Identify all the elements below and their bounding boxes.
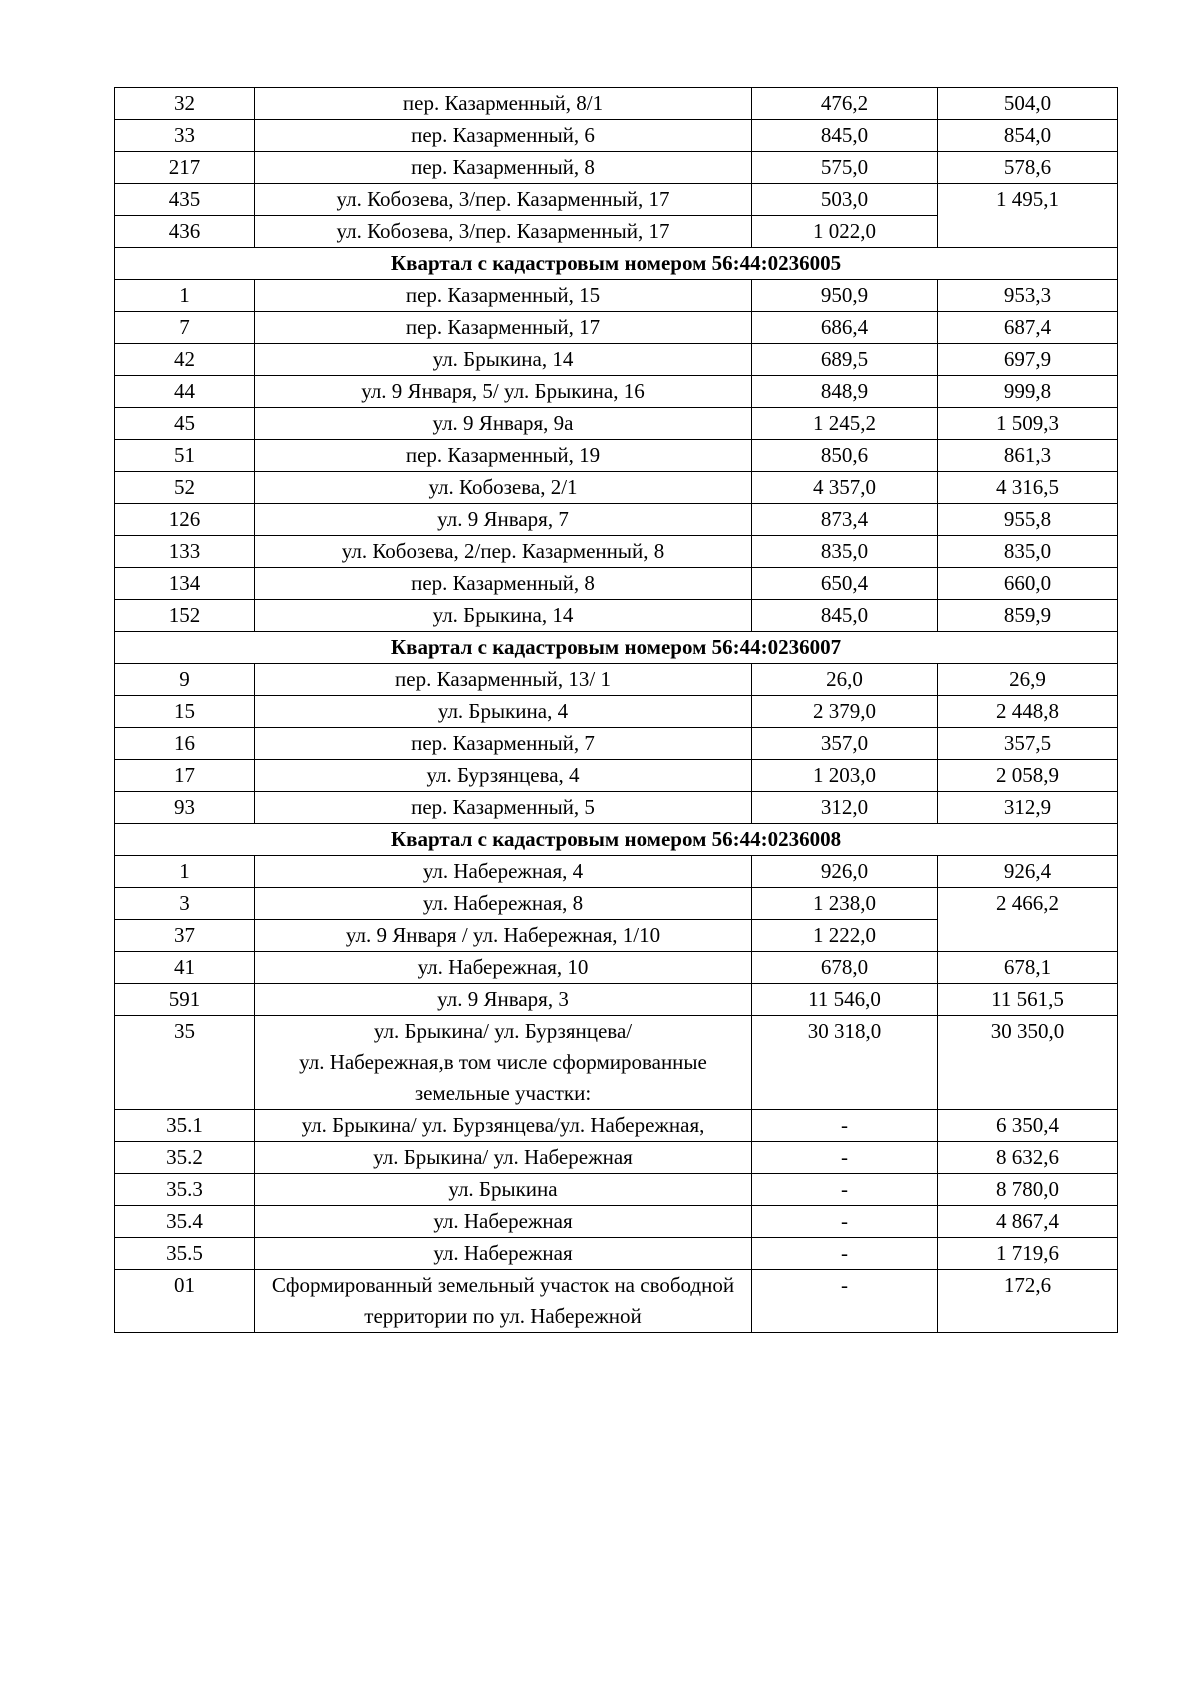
- area-before-cell: 835,0: [752, 536, 938, 568]
- address-cell: ул. 9 Января, 5/ ул. Брыкина, 16: [255, 376, 752, 408]
- area-before-cell: 850,6: [752, 440, 938, 472]
- plot-number-cell: 32: [115, 88, 255, 120]
- address-cell: ул. Набережная: [255, 1206, 752, 1238]
- area-before-cell: 686,4: [752, 312, 938, 344]
- address-cell: ул. Набережная, 10: [255, 952, 752, 984]
- area-before-cell: -: [752, 1206, 938, 1238]
- area-before-cell: -: [752, 1110, 938, 1142]
- plot-number-cell: 16: [115, 728, 255, 760]
- plot-number-cell: 33: [115, 120, 255, 152]
- area-before-cell: 575,0: [752, 152, 938, 184]
- area-before-cell: 873,4: [752, 504, 938, 536]
- quarter-header-row: [115, 632, 1118, 664]
- area-after-cell: 861,3: [938, 440, 1118, 472]
- area-after-cell: 859,9: [938, 600, 1118, 632]
- plot-number-cell: 35: [115, 1016, 255, 1110]
- table-row: [115, 984, 1118, 1016]
- address-cell: Сформированный земельный участок на свободной территории по ул. Набережной: [255, 1270, 752, 1333]
- plot-number-cell: 435: [115, 184, 255, 216]
- plot-number-cell: 217: [115, 152, 255, 184]
- plot-number-cell: 45: [115, 408, 255, 440]
- plot-number-cell: 134: [115, 568, 255, 600]
- area-after-cell: 854,0: [938, 120, 1118, 152]
- plot-number-cell: 436: [115, 216, 255, 248]
- address-cell: ул. 9 Января, 7: [255, 504, 752, 536]
- table-row: [115, 152, 1118, 184]
- area-after-cell: 999,8: [938, 376, 1118, 408]
- area-after-cell: 1 509,3: [938, 408, 1118, 440]
- area-before-cell: 11 546,0: [752, 984, 938, 1016]
- area-before-cell: 2 379,0: [752, 696, 938, 728]
- area-before-cell: 1 022,0: [752, 216, 938, 248]
- area-after-cell: 687,4: [938, 312, 1118, 344]
- plot-number-cell: 52: [115, 472, 255, 504]
- area-after-cell: 678,1: [938, 952, 1118, 984]
- quarter-header-row: [115, 248, 1118, 280]
- address-cell: ул. Брыкина: [255, 1174, 752, 1206]
- plot-number-cell: 591: [115, 984, 255, 1016]
- area-after-cell: 2 448,8: [938, 696, 1118, 728]
- quarter-header: Квартал с кадастровым номером 56:44:0236007: [115, 632, 1118, 664]
- area-after-cell: 1 495,1: [938, 184, 1118, 248]
- plot-number-cell: 41: [115, 952, 255, 984]
- table-row: [115, 856, 1118, 888]
- table-row: [115, 536, 1118, 568]
- table-row: [115, 184, 1118, 216]
- plot-number-cell: 51: [115, 440, 255, 472]
- table-row: [115, 600, 1118, 632]
- area-before-cell: -: [752, 1238, 938, 1270]
- address-cell: ул. Брыкина, 14: [255, 600, 752, 632]
- table-row: [115, 280, 1118, 312]
- plot-number-cell: 35.2: [115, 1142, 255, 1174]
- table-row: [115, 664, 1118, 696]
- plot-number-cell: 17: [115, 760, 255, 792]
- address-cell: пер. Казарменный, 17: [255, 312, 752, 344]
- area-before-cell: 4 357,0: [752, 472, 938, 504]
- area-before-cell: 1 222,0: [752, 920, 938, 952]
- area-after-cell: 926,4: [938, 856, 1118, 888]
- table-row: [115, 728, 1118, 760]
- plot-number-cell: 126: [115, 504, 255, 536]
- area-before-cell: 848,9: [752, 376, 938, 408]
- address-cell: пер. Казарменный, 8: [255, 568, 752, 600]
- table-row: [115, 408, 1118, 440]
- table-row: [115, 88, 1118, 120]
- address-cell: ул. 9 Января, 9а: [255, 408, 752, 440]
- address-cell: ул. Брыкина, 14: [255, 344, 752, 376]
- land-plots-table: [114, 87, 1118, 1333]
- table-row: [115, 344, 1118, 376]
- area-before-cell: 1 245,2: [752, 408, 938, 440]
- address-cell: ул. Кобозева, 3/пер. Казарменный, 17: [255, 184, 752, 216]
- area-before-cell: 312,0: [752, 792, 938, 824]
- area-before-cell: 1 203,0: [752, 760, 938, 792]
- table-row: [115, 1270, 1118, 1333]
- area-before-cell: 678,0: [752, 952, 938, 984]
- plot-number-cell: 01: [115, 1270, 255, 1333]
- area-after-cell: 11 561,5: [938, 984, 1118, 1016]
- address-cell: ул. 9 Января, 3: [255, 984, 752, 1016]
- quarter-header: Квартал с кадастровым номером 56:44:0236005: [115, 248, 1118, 280]
- plot-number-cell: 93: [115, 792, 255, 824]
- area-after-cell: 4 867,4: [938, 1206, 1118, 1238]
- table-row: [115, 376, 1118, 408]
- area-after-cell: 312,9: [938, 792, 1118, 824]
- area-after-cell: 172,6: [938, 1270, 1118, 1333]
- table-row: [115, 1238, 1118, 1270]
- area-before-cell: 689,5: [752, 344, 938, 376]
- area-after-cell: 504,0: [938, 88, 1118, 120]
- address-cell: пер. Казарменный, 8/1: [255, 88, 752, 120]
- plot-number-cell: 1: [115, 280, 255, 312]
- area-after-cell: 6 350,4: [938, 1110, 1118, 1142]
- plot-number-cell: 42: [115, 344, 255, 376]
- address-cell: ул. Бурзянцева, 4: [255, 760, 752, 792]
- address-cell: ул. Набережная, 4: [255, 856, 752, 888]
- area-after-cell: 357,5: [938, 728, 1118, 760]
- address-cell: ул. Кобозева, 2/1: [255, 472, 752, 504]
- area-after-cell: 4 316,5: [938, 472, 1118, 504]
- address-cell: пер. Казарменный, 19: [255, 440, 752, 472]
- address-cell: ул. Кобозева, 2/пер. Казарменный, 8: [255, 536, 752, 568]
- table-row: [115, 760, 1118, 792]
- table-row: [115, 1110, 1118, 1142]
- area-before-cell: 476,2: [752, 88, 938, 120]
- quarter-header-row: [115, 824, 1118, 856]
- quarter-header: Квартал с кадастровым номером 56:44:0236008: [115, 824, 1118, 856]
- address-cell: пер. Казарменный, 15: [255, 280, 752, 312]
- address-cell: пер. Казарменный, 7: [255, 728, 752, 760]
- area-before-cell: 845,0: [752, 120, 938, 152]
- address-cell: пер. Казарменный, 13/ 1: [255, 664, 752, 696]
- table-row: [115, 696, 1118, 728]
- address-cell: ул. Брыкина/ ул. Бурзянцева/ул. Набережная,: [255, 1110, 752, 1142]
- table-row: [115, 792, 1118, 824]
- plot-number-cell: 35.5: [115, 1238, 255, 1270]
- table-row: [115, 888, 1118, 920]
- area-after-cell: 2 466,2: [938, 888, 1118, 952]
- plot-number-cell: 35.3: [115, 1174, 255, 1206]
- area-after-cell: 8 780,0: [938, 1174, 1118, 1206]
- area-before-cell: -: [752, 1270, 938, 1333]
- area-after-cell: 697,9: [938, 344, 1118, 376]
- area-after-cell: 1 719,6: [938, 1238, 1118, 1270]
- plot-number-cell: 35.1: [115, 1110, 255, 1142]
- area-after-cell: 955,8: [938, 504, 1118, 536]
- plot-number-cell: 1: [115, 856, 255, 888]
- area-after-cell: 2 058,9: [938, 760, 1118, 792]
- area-before-cell: -: [752, 1174, 938, 1206]
- address-cell: пер. Казарменный, 5: [255, 792, 752, 824]
- area-after-cell: 26,9: [938, 664, 1118, 696]
- plot-number-cell: 7: [115, 312, 255, 344]
- plot-number-cell: 152: [115, 600, 255, 632]
- area-before-cell: 926,0: [752, 856, 938, 888]
- address-cell: ул. Набережная: [255, 1238, 752, 1270]
- table-row: [115, 440, 1118, 472]
- plot-number-cell: 35.4: [115, 1206, 255, 1238]
- area-before-cell: 503,0: [752, 184, 938, 216]
- plot-number-cell: 44: [115, 376, 255, 408]
- table-row: [115, 312, 1118, 344]
- area-after-cell: 578,6: [938, 152, 1118, 184]
- address-cell: пер. Казарменный, 8: [255, 152, 752, 184]
- table-row: [115, 472, 1118, 504]
- area-before-cell: 845,0: [752, 600, 938, 632]
- address-cell: ул. Брыкина/ ул. Бурзянцева/ ул. Набережная,в том числе сформированные земельные участки:: [255, 1016, 752, 1110]
- plot-number-cell: 3: [115, 888, 255, 920]
- table-row: [115, 1016, 1118, 1110]
- address-cell: ул. Брыкина, 4: [255, 696, 752, 728]
- address-cell: ул. Кобозева, 3/пер. Казарменный, 17: [255, 216, 752, 248]
- area-after-cell: 660,0: [938, 568, 1118, 600]
- area-after-cell: 835,0: [938, 536, 1118, 568]
- table-row: [115, 120, 1118, 152]
- area-before-cell: 650,4: [752, 568, 938, 600]
- table-row: [115, 952, 1118, 984]
- plot-number-cell: 133: [115, 536, 255, 568]
- area-before-cell: 1 238,0: [752, 888, 938, 920]
- area-after-cell: 30 350,0: [938, 1016, 1118, 1110]
- area-before-cell: 950,9: [752, 280, 938, 312]
- area-before-cell: 30 318,0: [752, 1016, 938, 1110]
- area-before-cell: 357,0: [752, 728, 938, 760]
- area-after-cell: 8 632,6: [938, 1142, 1118, 1174]
- area-after-cell: 953,3: [938, 280, 1118, 312]
- area-before-cell: -: [752, 1142, 938, 1174]
- area-before-cell: 26,0: [752, 664, 938, 696]
- table-row: [115, 1174, 1118, 1206]
- address-cell: ул. 9 Января / ул. Набережная, 1/10: [255, 920, 752, 952]
- table-row: [115, 1206, 1118, 1238]
- table-row: [115, 568, 1118, 600]
- address-cell: пер. Казарменный, 6: [255, 120, 752, 152]
- address-cell: ул. Брыкина/ ул. Набережная: [255, 1142, 752, 1174]
- address-cell: ул. Набережная, 8: [255, 888, 752, 920]
- plot-number-cell: 37: [115, 920, 255, 952]
- table-row: [115, 1142, 1118, 1174]
- table-row: [115, 504, 1118, 536]
- plot-number-cell: 9: [115, 664, 255, 696]
- plot-number-cell: 15: [115, 696, 255, 728]
